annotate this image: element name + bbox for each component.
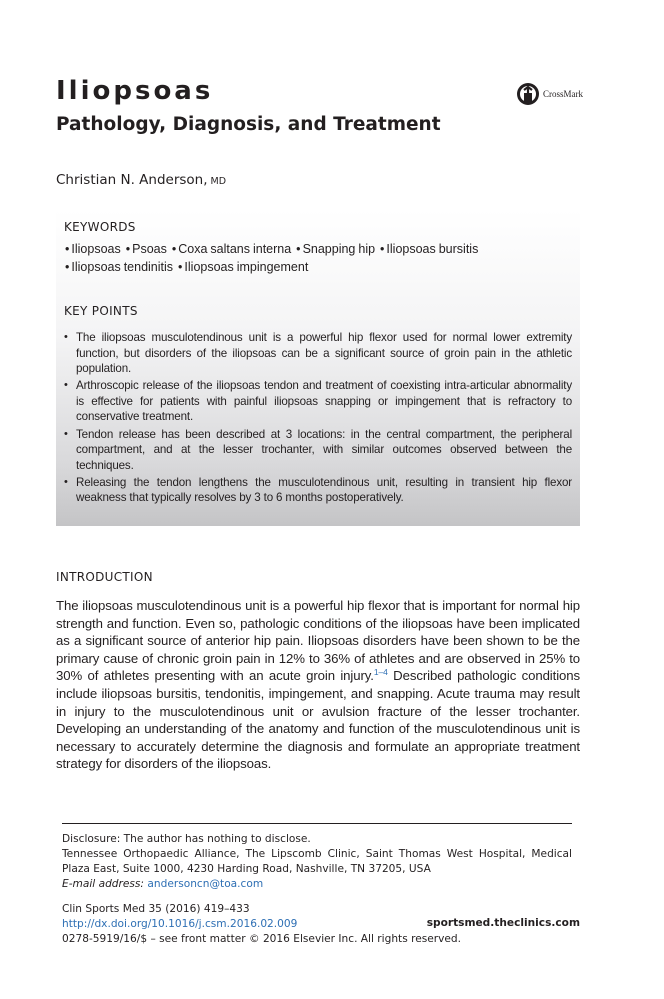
journal-site-link[interactable]: sportsmed.theclinics.com	[426, 917, 580, 929]
author-name: Christian N. Anderson,	[56, 172, 208, 188]
email-line	[62, 877, 263, 892]
keyword: Coxa saltans interna	[178, 242, 292, 256]
key-point: • Tendon release has been described at 3 locations: in the central compartment, the peripheral compartment, and at the lesser trochanter, with similar outcomes observed between the techniques.	[64, 427, 572, 474]
affiliation-text: Tennessee Orthopaedic Alliance, The Lipscomb Clinic, Saint Thomas West Hospital, Medical Plaza East, Suite 1000, 4230 Harding Road, Nashville, TN 37205, USA	[62, 848, 572, 875]
key-points-list	[64, 330, 572, 508]
introduction-heading: INTRODUCTION	[56, 570, 153, 584]
email-label: E-mail address:	[62, 878, 145, 890]
copyright-line: 0278-5919/16/$ – see front matter © 2016 Elsevier Inc. All rights reserved.	[62, 933, 461, 945]
keywords-line-2: • Iliopsoas tendinitis • Iliopsoas impingement	[65, 260, 309, 274]
keyword: Iliopsoas impingement	[184, 260, 309, 274]
crossmark-label: CrossMark	[543, 89, 583, 99]
keywords-line-1: • Iliopsoas • Psoas • Coxa saltans interna • Snapping hip • Iliopsoas bursitis	[65, 242, 479, 256]
key-point: • Releasing the tendon lengthens the musculotendinous unit, resulting in transient hip flexor weakness that typically resolves by 3 to 6 months postoperatively.	[64, 475, 572, 506]
keyword: Iliopsoas bursitis	[386, 242, 479, 256]
keyword: Psoas	[132, 242, 167, 256]
doi-link[interactable]: http://dx.doi.org/10.1016/j.csm.2016.02.009	[62, 918, 298, 930]
author-degree: MD	[210, 176, 227, 187]
keyword: Snapping hip	[302, 242, 376, 256]
introduction-paragraph	[56, 597, 580, 773]
keyword: Iliopsoas tendinitis	[71, 260, 174, 274]
intro-text-part1: The iliopsoas musculotendinous unit is a powerful hip flexor that is important for normal hip strength and function. Even so, pathologic conditions of the iliopsoas have been implicated as a significant source of anterior hip pain. Iliopsoas disorders have been shown to be the primary cause of chronic groin pain in 12% to 36% of athletes and are observed in 25% to 30% of athletes presenting with an acute groin injury.	[56, 598, 580, 684]
key-points-heading: KEY POINTS	[64, 304, 138, 318]
intro-text-part2: Described pathologic conditions include iliopsoas bursitis, tendonitis, impingement, and snapping. Acute trauma may result in injury to the musculotendinous unit or avulsion fracture of the lesser trochanter. Developing an understanding of the anatomy and function of the musculotendinous unit is necessary to accurately determine the diagnosis and formulate an appropriate treatment strategy for disorders of the iliopsoas.	[56, 668, 580, 772]
crossmark-badge[interactable]	[516, 82, 583, 106]
article-subtitle: Pathology, Diagnosis, and Treatment	[56, 114, 441, 135]
crossmark-icon	[516, 82, 540, 106]
disclosure-text: Disclosure: The author has nothing to disclose.	[62, 833, 311, 845]
key-point: • Arthroscopic release of the iliopsoas tendon and treatment of coexisting intra-articular abnormality is effective for patients with painful iliopsoas snapping or impingement that is refractory to conservative treatment.	[64, 378, 572, 425]
author-line	[56, 172, 226, 188]
article-title: Iliopsoas	[56, 76, 214, 106]
keywords-keypoints-box	[56, 209, 580, 526]
key-point: • The iliopsoas musculotendinous unit is a powerful hip flexor used for normal lower extremity function, but disorders of the iliopsoas can be a significant source of groin pain in the athletic population.	[64, 330, 572, 377]
footnote-divider	[62, 823, 572, 824]
email-link[interactable]: andersoncn@toa.com	[147, 878, 264, 890]
citation-line: Clin Sports Med 35 (2016) 419–433	[62, 903, 250, 915]
keywords-heading: KEYWORDS	[64, 220, 136, 234]
citation-link[interactable]: 1–4	[373, 667, 388, 678]
keyword: Iliopsoas	[71, 242, 121, 256]
